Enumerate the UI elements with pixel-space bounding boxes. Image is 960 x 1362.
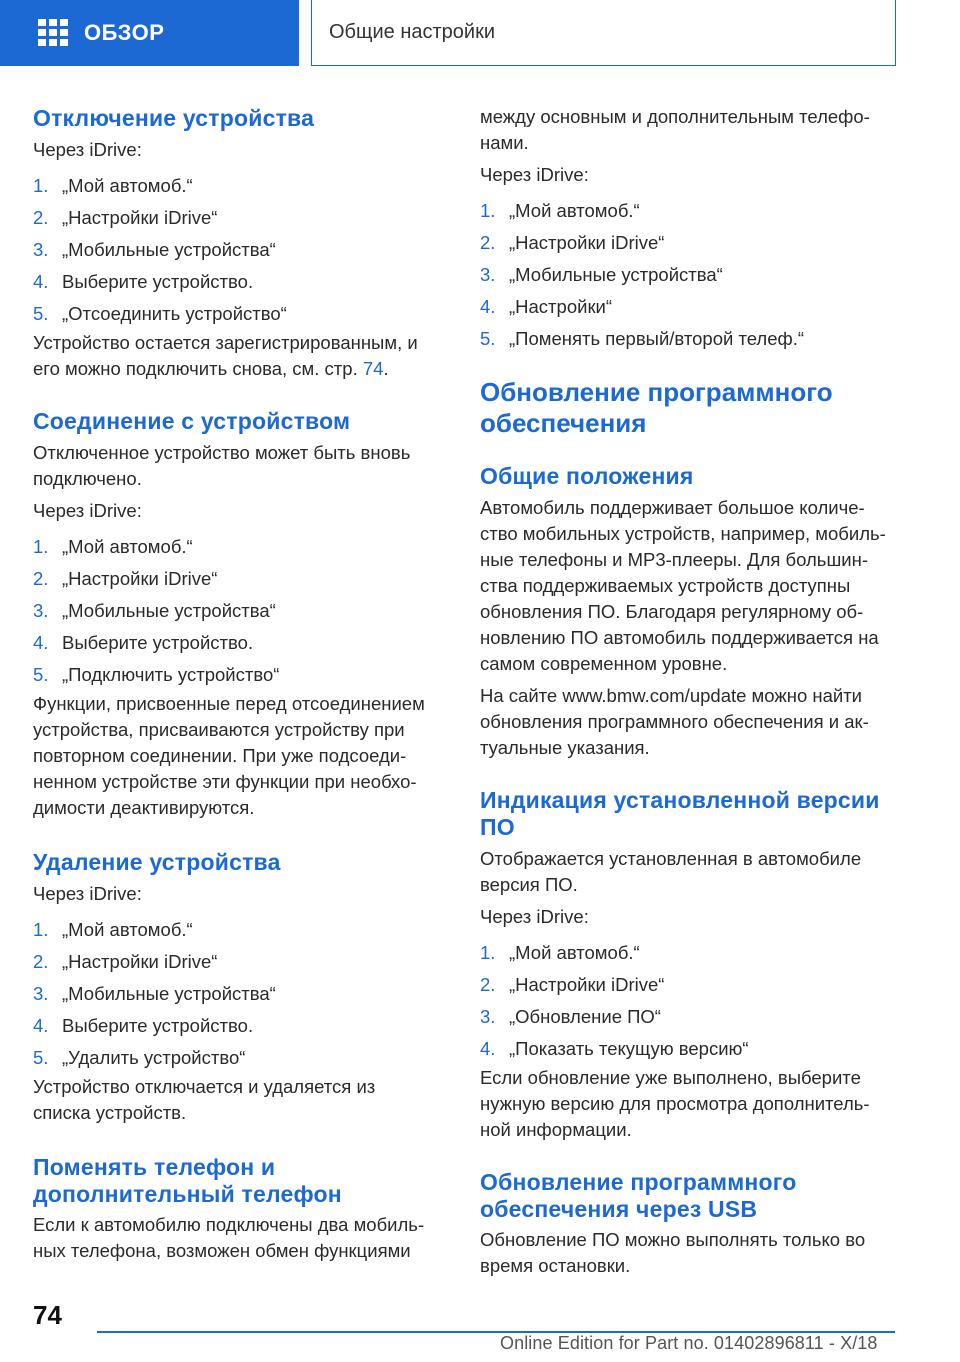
list-item: 3. „Мобильные устройства“ xyxy=(33,600,276,621)
via-idrive-text: Через iDrive: xyxy=(480,906,589,927)
version-note: Если обновление уже выполнено, выберите нужную версию для просмотра дополнитель- ной информации. xyxy=(480,1067,870,1140)
via-idrive-text: Через iDrive: xyxy=(480,164,589,185)
list-item: 2. „Настройки iDrive“ xyxy=(33,951,218,972)
list-item: 3. „Мобильные устройства“ xyxy=(33,983,276,1004)
list-item: 4. Выберите устройство. xyxy=(33,271,254,292)
footer-edition-text: Online Edition for Part no. 01402896811 - X/18 xyxy=(500,1333,878,1353)
left-column xyxy=(33,100,443,1264)
right-column xyxy=(480,100,890,1279)
update-website-paragraph: На сайте www.bmw.com/update можно найти обновления программного обеспечения и ак- туальные указания. xyxy=(480,685,869,758)
list-item: 2. „Настройки iDrive“ xyxy=(480,974,665,995)
section-title-swap-phone: Поменять телефон и дополнительный телефон xyxy=(33,1154,342,1207)
list-item: 5. „Поменять первый/второй телеф.“ xyxy=(480,328,805,349)
list-item: 4. Выберите устройство. xyxy=(33,632,254,653)
list-item: 1. „Мой автомоб.“ xyxy=(33,919,193,940)
list-item: 1. „Мой автомоб.“ xyxy=(33,175,193,196)
list-item: 5. „Отсоединить устройство“ xyxy=(33,303,287,324)
steps-list-disconnect xyxy=(33,170,443,330)
overview-tab-label: ОБЗОР xyxy=(84,20,165,45)
section-title-general: Общие положения xyxy=(480,463,694,489)
list-item: 5. „Подключить устройство“ xyxy=(33,664,280,685)
page-link[interactable]: 74 xyxy=(362,358,384,379)
general-paragraph: Автомобиль поддерживает большое количе- ство мобильных устройств, например, мобиль- ные телефоны и MP3-плееры. Для большин- ства поддерживаемых устройств доступны обновления ПО. Благодаря регулярному об- новлению ПО автомобиль поддерживается на самом современном уровне. xyxy=(480,497,886,674)
section-tab-label: Общие настройки xyxy=(329,21,495,43)
page-number: 74 xyxy=(33,1300,62,1330)
list-item: 5. „Удалить устройство“ xyxy=(33,1047,246,1068)
connect-note: Функции, присвоенные перед отсоединением устройства, присваиваются устройству при повторном соединении. При уже подсоеди- ненном устройстве эти функции при необхо- димости деактивируются. xyxy=(33,693,425,818)
steps-list-swap-phone xyxy=(480,195,890,355)
section-title-version-display: Индикация установленной версии ПО xyxy=(480,787,880,840)
section-title-delete: Удаление устройства xyxy=(33,849,281,875)
via-idrive-text: Через iDrive: xyxy=(33,500,142,521)
list-item: 2. „Настройки iDrive“ xyxy=(33,568,218,589)
delete-note: Устройство отключается и удаляется из списка устройств. xyxy=(33,1076,376,1123)
usb-update-intro: Обновление ПО можно выполнять только во время остановки. xyxy=(480,1229,866,1276)
list-item: 1. „Мой автомоб.“ xyxy=(33,536,193,557)
page-header xyxy=(0,0,960,66)
list-item: 4. Выберите устройство. xyxy=(33,1015,254,1036)
connect-intro: Отключенное устройство может быть вновь подключено. xyxy=(33,442,411,489)
grid-menu-icon xyxy=(38,19,68,47)
section-title-usb-update: Обновление программного обеспечения через USB xyxy=(480,1169,797,1222)
list-item: 4. „Показать текущую версию“ xyxy=(480,1038,749,1059)
via-idrive-text: Через iDrive: xyxy=(33,139,142,160)
disconnect-note: Устройство остается зарегистрированным, и его можно подключить снова, см. стр. 74. xyxy=(33,332,418,379)
overview-tab[interactable] xyxy=(0,0,299,66)
steps-list-delete xyxy=(33,914,443,1074)
list-item: 3. „Мобильные устройства“ xyxy=(33,239,276,260)
list-item: 2. „Настройки iDrive“ xyxy=(480,232,665,253)
version-intro: Отображается установленная в автомобиле версия ПО. xyxy=(480,848,862,895)
list-item: 1. „Мой автомоб.“ xyxy=(480,942,640,963)
list-item: 2. „Настройки iDrive“ xyxy=(33,207,218,228)
steps-list-connect xyxy=(33,531,443,691)
section-tab xyxy=(311,0,896,66)
list-item: 3. „Обновление ПО“ xyxy=(480,1006,661,1027)
via-idrive-text: Через iDrive: xyxy=(33,883,142,904)
steps-list-version xyxy=(480,937,890,1065)
section-title-connect: Соединение с устройством xyxy=(33,408,351,434)
swap-phone-intro: Если к автомобилю подключены два мобиль- ных телефона, возможен обмен функциями xyxy=(33,1214,425,1261)
list-item: 1. „Мой автомоб.“ xyxy=(480,200,640,221)
chapter-title-software-update: Обновление программного обеспечения xyxy=(480,377,833,438)
list-item: 4. „Настройки“ xyxy=(480,296,613,317)
list-item: 3. „Мобильные устройства“ xyxy=(480,264,723,285)
section-title-disconnect: Отключение устройства xyxy=(33,105,315,131)
swap-phone-continued: между основным и дополнительным телефо- нами. xyxy=(480,106,870,153)
